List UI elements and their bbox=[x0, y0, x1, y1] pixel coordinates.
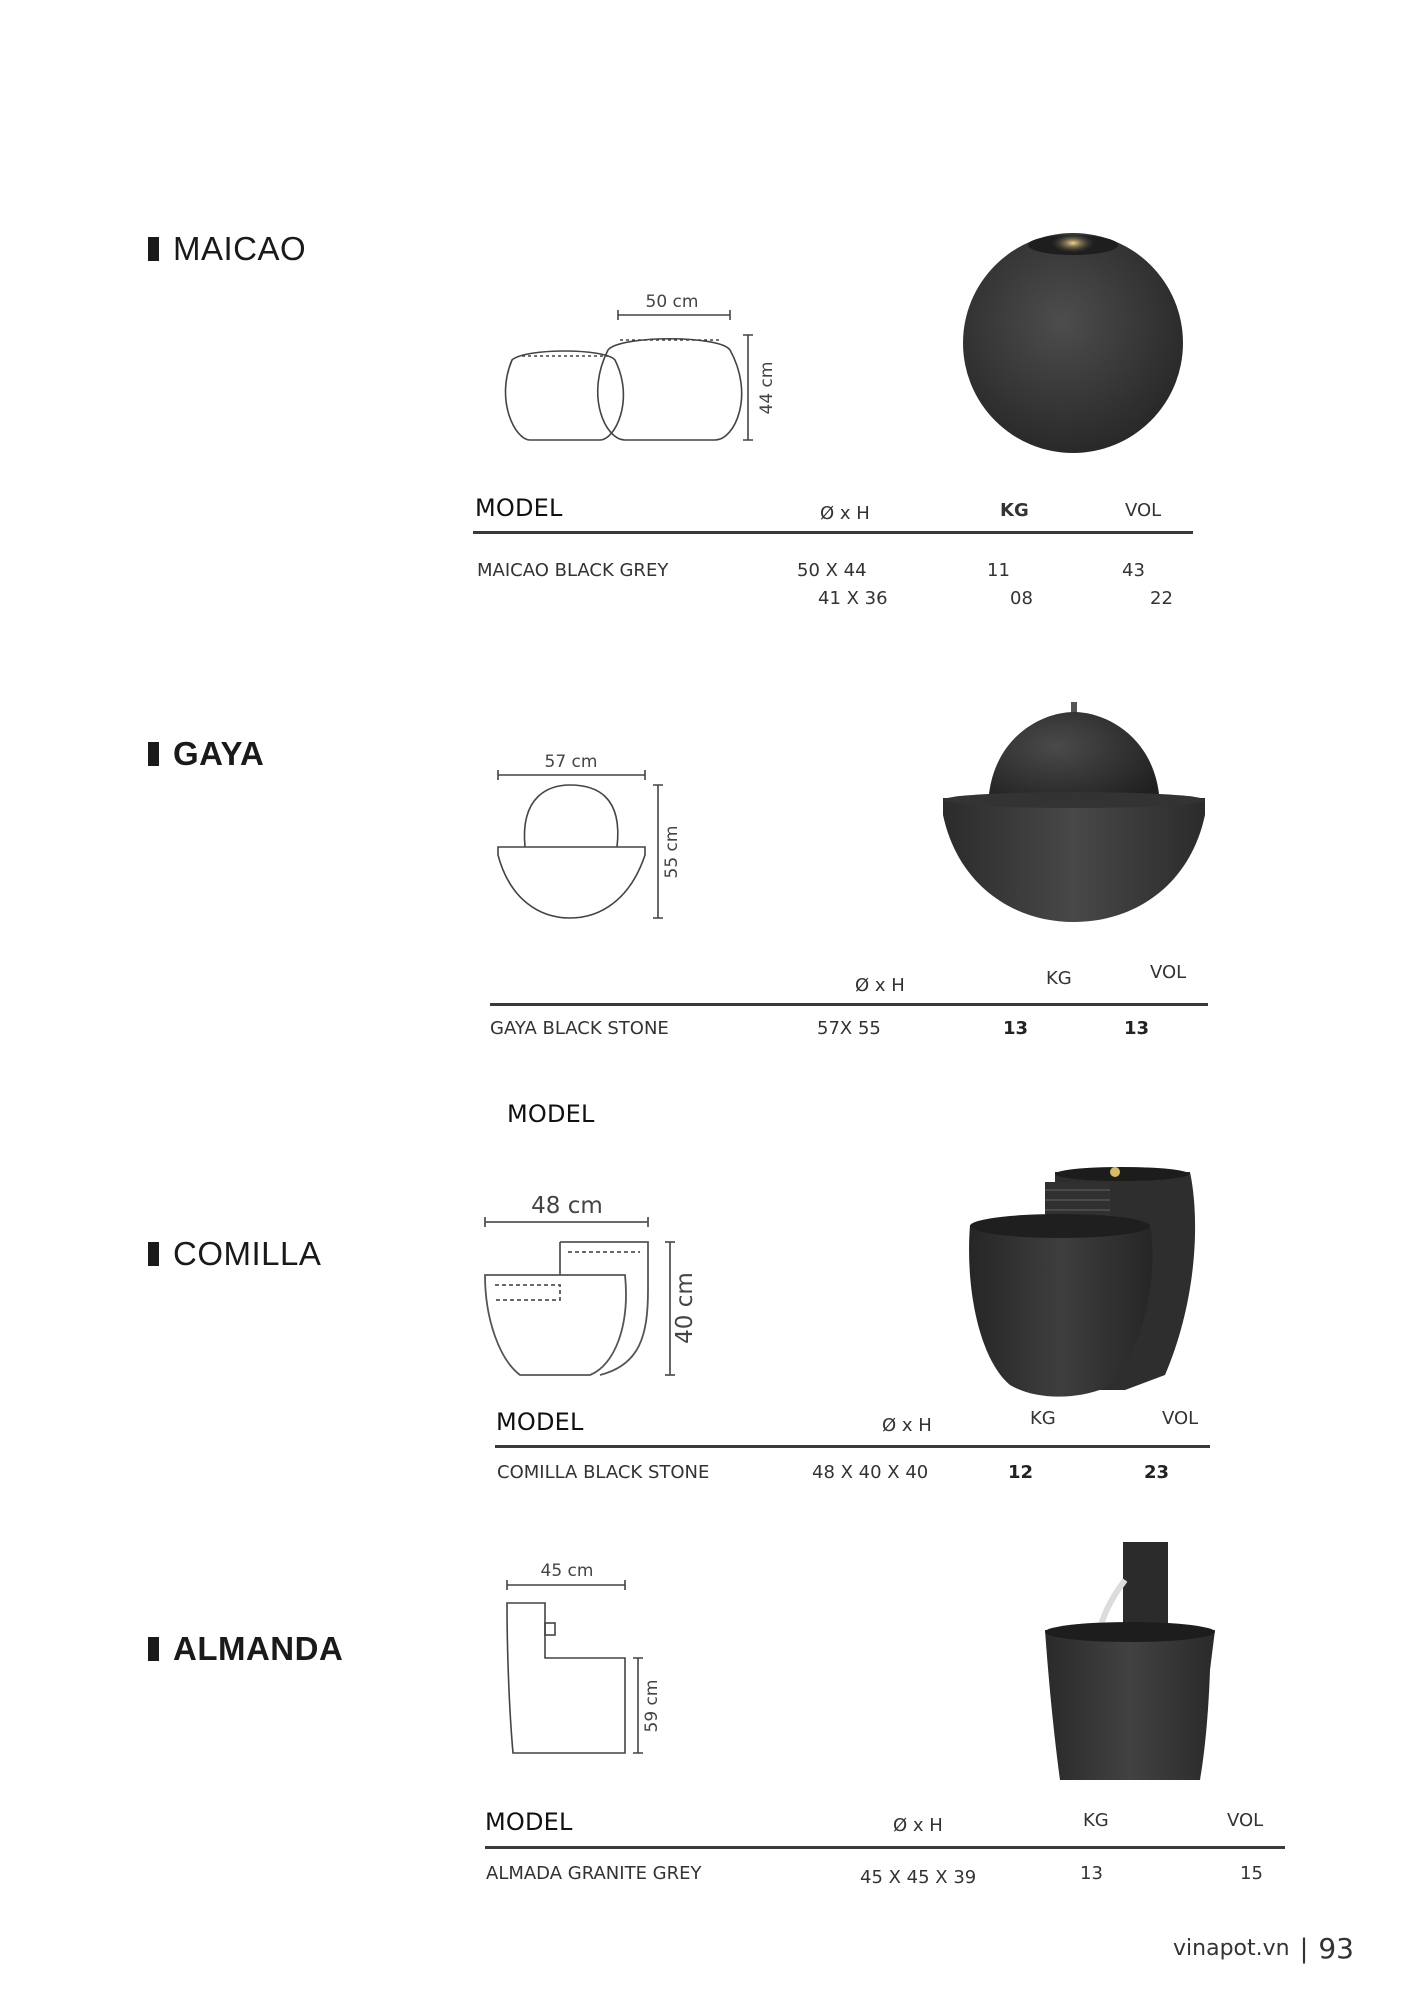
gaya-dim-height: 55 cm bbox=[662, 825, 682, 879]
maicao-product-image bbox=[955, 225, 1195, 455]
section-title-almanda bbox=[148, 1630, 343, 1668]
row-kg: 13 bbox=[1003, 1018, 1029, 1039]
comilla-product-image bbox=[965, 1160, 1205, 1410]
title-bar-marker bbox=[148, 742, 159, 766]
col-header-kg: KG bbox=[1083, 1810, 1109, 1831]
section-title-text: MAICAO bbox=[173, 230, 307, 267]
title-bar-marker bbox=[148, 1242, 159, 1266]
table-rule bbox=[495, 1445, 1210, 1448]
row-size: 45 X 45 X 39 bbox=[860, 1867, 977, 1888]
almanda-dimension-drawing bbox=[495, 1548, 695, 1758]
col-header-vol: VOL bbox=[1162, 1408, 1199, 1429]
col-header-model: MODEL bbox=[507, 1100, 595, 1128]
almanda-dim-height: 59 cm bbox=[642, 1679, 662, 1733]
row-kg: 08 bbox=[1010, 588, 1033, 609]
gaya-dimension-drawing bbox=[495, 750, 715, 930]
page-footer bbox=[1173, 1932, 1354, 1965]
col-header-vol: VOL bbox=[1125, 500, 1162, 521]
table-rule bbox=[473, 531, 1193, 534]
col-header-kg: KG bbox=[1000, 500, 1029, 521]
section-title-comilla bbox=[148, 1235, 321, 1273]
col-header-size: Ø x H bbox=[820, 503, 870, 524]
maicao-dimension-drawing bbox=[490, 290, 790, 450]
row-vol: 43 bbox=[1122, 560, 1145, 581]
row-vol: 22 bbox=[1150, 588, 1173, 609]
section-title-gaya bbox=[148, 735, 264, 773]
row-model-name: COMILLA BLACK STONE bbox=[497, 1462, 710, 1483]
col-header-size: Ø x H bbox=[855, 975, 905, 996]
row-vol: 13 bbox=[1124, 1018, 1150, 1039]
title-bar-marker bbox=[148, 237, 159, 261]
row-model-name: ALMADA GRANITE GREY bbox=[486, 1863, 702, 1884]
almanda-dim-width: 45 cm bbox=[540, 1561, 594, 1581]
section-title-text: COMILLA bbox=[173, 1235, 322, 1272]
row-vol: 23 bbox=[1144, 1462, 1170, 1483]
maicao-dim-height: 44 cm bbox=[757, 361, 777, 415]
row-model-name: MAICAO BLACK GREY bbox=[477, 560, 669, 581]
gaya-product-image bbox=[940, 700, 1210, 930]
col-header-vol: VOL bbox=[1150, 962, 1187, 983]
col-header-kg: KG bbox=[1030, 1408, 1056, 1429]
gaya-dim-width: 57 cm bbox=[544, 752, 598, 772]
row-size: 57X 55 bbox=[817, 1018, 881, 1039]
page-number: 93 bbox=[1318, 1932, 1354, 1965]
row-size: 50 X 44 bbox=[797, 560, 867, 581]
comilla-dimension-drawing bbox=[480, 1185, 720, 1385]
col-header-size: Ø x H bbox=[882, 1415, 932, 1436]
row-size: 48 X 40 X 40 bbox=[812, 1462, 929, 1483]
row-model-name: GAYA BLACK STONE bbox=[490, 1018, 669, 1039]
row-vol: 15 bbox=[1240, 1863, 1263, 1884]
table-rule bbox=[490, 1003, 1208, 1006]
table-rule bbox=[485, 1846, 1285, 1849]
section-title-text: ALMANDA bbox=[173, 1630, 344, 1667]
col-header-vol: VOL bbox=[1227, 1810, 1264, 1831]
row-kg: 12 bbox=[1008, 1462, 1034, 1483]
comilla-dim-height: 40 cm bbox=[672, 1272, 698, 1344]
col-header-kg: KG bbox=[1046, 968, 1072, 989]
almanda-product-image bbox=[1030, 1530, 1230, 1790]
row-kg: 11 bbox=[987, 560, 1010, 581]
title-bar-marker bbox=[148, 1637, 159, 1661]
section-title-text: GAYA bbox=[173, 735, 265, 772]
footer-separator: | bbox=[1299, 1933, 1309, 1964]
row-kg: 13 bbox=[1080, 1863, 1103, 1884]
col-header-model: MODEL bbox=[496, 1408, 584, 1436]
footer-site[interactable]: vinapot.vn bbox=[1173, 1936, 1290, 1961]
comilla-dim-width: 48 cm bbox=[531, 1193, 603, 1219]
col-header-model: MODEL bbox=[475, 494, 563, 522]
section-title-maicao bbox=[148, 230, 306, 268]
col-header-size: Ø x H bbox=[893, 1815, 943, 1836]
maicao-dim-width: 50 cm bbox=[645, 292, 699, 312]
col-header-model: MODEL bbox=[485, 1808, 573, 1836]
row-size: 41 X 36 bbox=[818, 588, 888, 609]
